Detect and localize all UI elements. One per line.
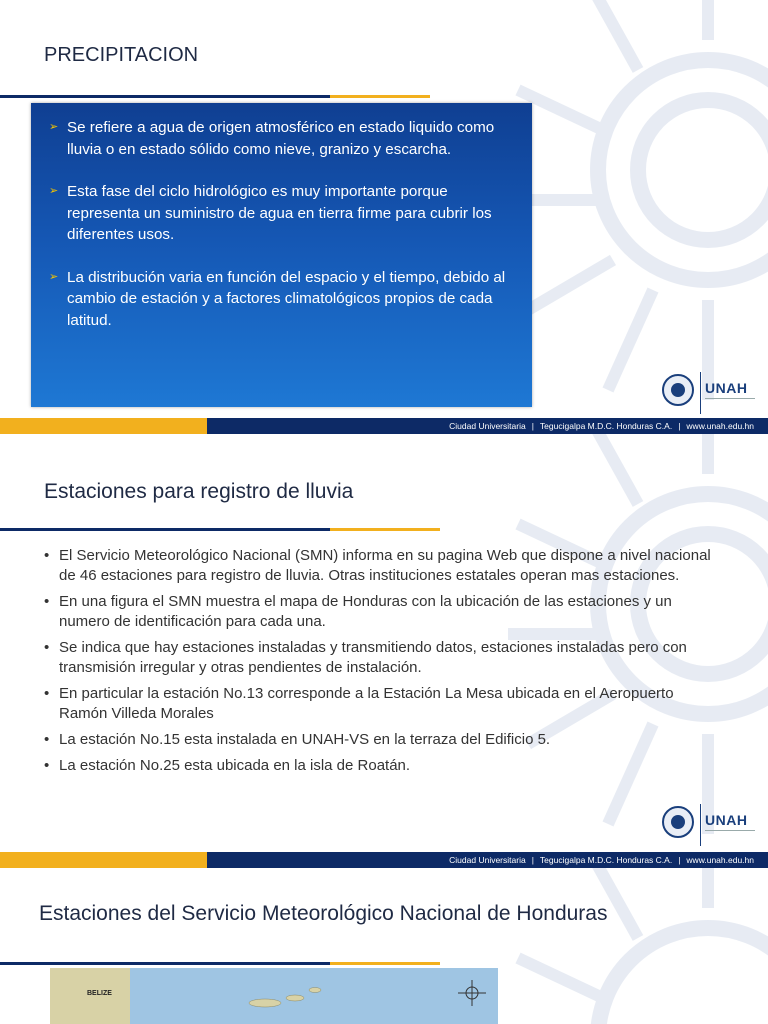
footer-location: Ciudad Universitaria <box>449 421 526 431</box>
arrow-bullet-icon: ➢ <box>49 185 59 197</box>
footer-website[interactable]: www.unah.edu.hn <box>686 855 754 865</box>
title-underline <box>0 528 768 531</box>
unah-logo: UNAH <box>662 372 758 416</box>
arrow-bullet-icon: ➢ <box>49 270 59 283</box>
bullet-list <box>44 546 724 782</box>
footer-bar: Ciudad Universitaria | Tegucigalpa M.D.C. Honduras C.A. | www.unah.edu.hn <box>0 852 768 868</box>
footer-website[interactable]: www.unah.edu.hn <box>686 421 754 431</box>
unah-logo: UNAH <box>662 804 758 848</box>
seal-icon <box>662 374 694 406</box>
slide-estaciones-smn <box>0 868 768 1024</box>
footer-city: Tegucigalpa M.D.C. Honduras C.A. <box>539 855 673 865</box>
list-item: • La estación No.25 esta ubicada en la isla de Roatán. <box>44 757 411 774</box>
honduras-map: BELIZE <box>50 968 498 1024</box>
slide-estaciones-lluvia <box>0 434 768 868</box>
slide-precipitacion <box>0 0 768 434</box>
slide-title: Estaciones del Servicio Meteorológico Nacional de Honduras <box>39 902 608 925</box>
sun-watermark-icon <box>508 868 768 1024</box>
content-box <box>31 103 532 407</box>
list-item: • Se indica que hay estaciones instaladas y transmitiendo datos, estaciones instaladas pero con transmisión irregular y otras pendientes de instalación. <box>44 639 687 676</box>
list-item: • El Servicio Meteorológico Nacional (SMN) informa en su pagina Web que dispone a nivel nacional de 46 estaciones para registro de lluvia. Otras instituciones estatales operan mas estaciones. <box>44 547 711 584</box>
footer-bar: Ciudad Universitaria | Tegucigalpa M.D.C. Honduras C.A. | www.unah.edu.hn <box>0 418 768 434</box>
list-item: • La estación No.15 esta instalada en UNAH-VS en la terraza del Edificio 5. <box>44 731 551 748</box>
list-item: • En particular la estación No.13 corresponde a la Estación La Mesa ubicada en el Aeropuerto Ramón Villeda Morales <box>44 685 674 722</box>
title-underline <box>0 95 768 98</box>
list-item: • En una figura el SMN muestra el mapa de Honduras con la ubicación de las estaciones y un numero de identificación para cada una. <box>44 593 672 630</box>
title-underline <box>0 962 768 965</box>
list-item: ➢ Se refiere a agua de origen atmosférico en estado liquido como lluvia o en estado sólido como nieve, granizo y escarcha. <box>49 119 495 158</box>
slide-title: Estaciones para registro de lluvia <box>44 480 354 503</box>
compass-rose-icon <box>458 980 486 1006</box>
slide-title: PRECIPITACION <box>44 44 199 66</box>
bullet-list <box>31 103 532 331</box>
list-item: ➢ Esta fase del ciclo hidrológico es muy importante porque representa un suministro de agua en tierra firme para cubrir los diferentes usos. <box>49 183 492 243</box>
arrow-bullet-icon: ➢ <box>49 121 59 133</box>
seal-icon <box>662 806 694 838</box>
footer-location: Ciudad Universitaria <box>449 855 526 865</box>
list-item: ➢ La distribución varia en función del espacio y el tiempo, debido al cambio de estación y a factores climatológicos propios de cada latitud. <box>49 268 506 329</box>
footer-city: Tegucigalpa M.D.C. Honduras C.A. <box>539 421 673 431</box>
sun-watermark-icon <box>508 0 768 400</box>
